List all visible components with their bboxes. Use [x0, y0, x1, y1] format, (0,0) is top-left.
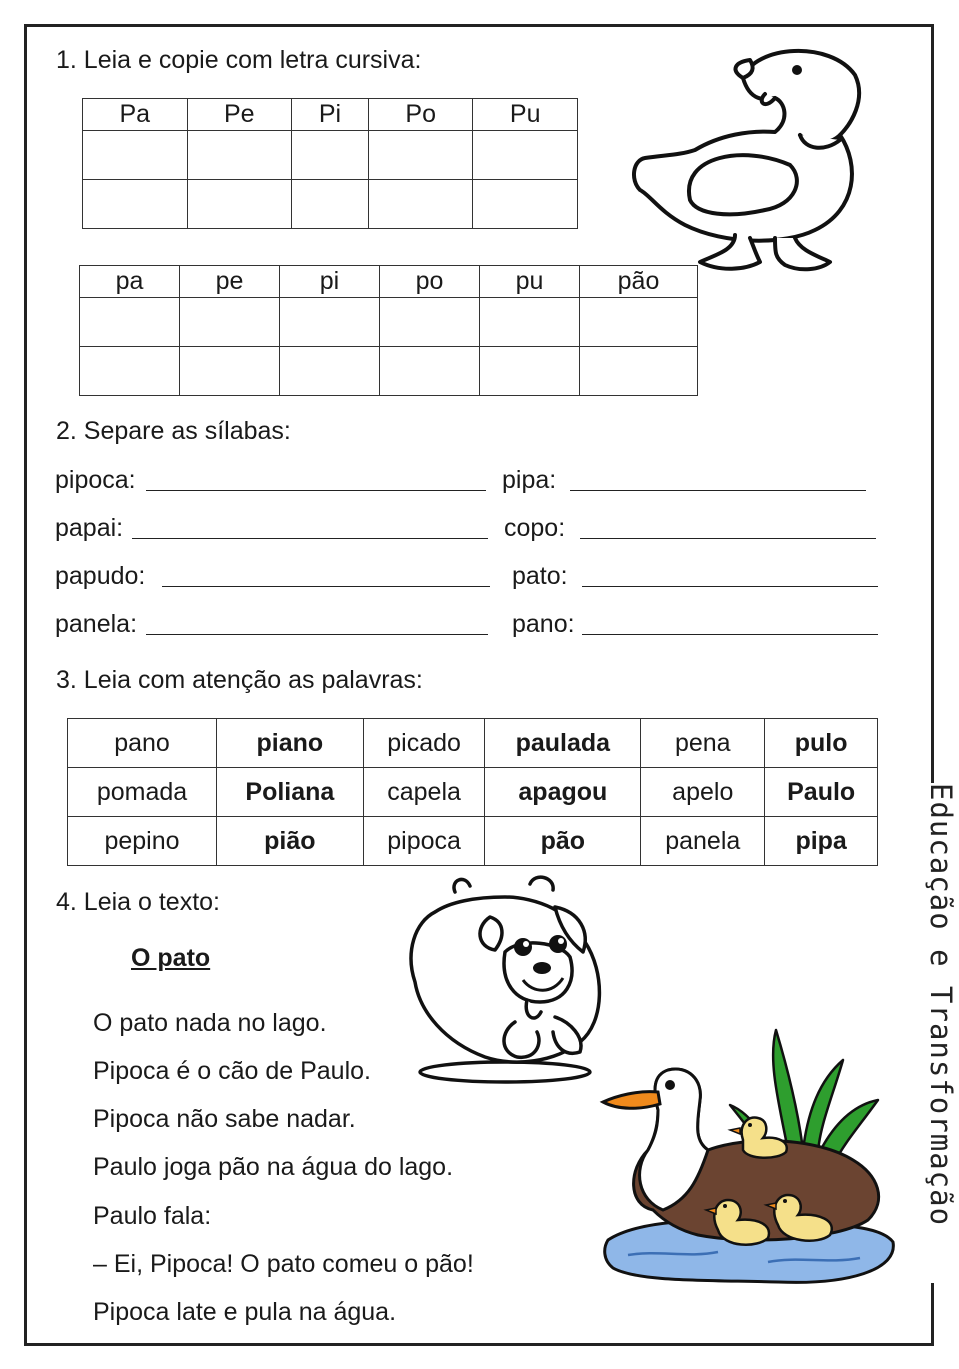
text-title: O pato: [131, 944, 211, 972]
word-cell: pepino: [68, 817, 217, 866]
word-cell: pião: [217, 817, 364, 866]
copy-cell[interactable]: [187, 180, 292, 229]
text-line: Paulo fala:: [93, 1202, 212, 1230]
copy-cell[interactable]: [280, 298, 380, 347]
puppy-icon: [405, 872, 610, 1084]
word-cell: capela: [363, 768, 485, 817]
answer-line[interactable]: [132, 538, 488, 539]
copy-cell[interactable]: [292, 180, 369, 229]
word-cell: piano: [217, 719, 364, 768]
copy-cell[interactable]: [480, 347, 580, 396]
copy-cell[interactable]: [580, 298, 698, 347]
copy-cell[interactable]: [368, 131, 473, 180]
copy-cell[interactable]: [80, 347, 180, 396]
syllable-header: po: [380, 266, 480, 298]
text-line: Pipoca é o cão de Paulo.: [93, 1057, 371, 1085]
copy-cell[interactable]: [368, 180, 473, 229]
word-cell: apagou: [485, 768, 641, 817]
word-cell: Poliana: [217, 768, 364, 817]
answer-line[interactable]: [582, 634, 878, 635]
copy-cell[interactable]: [473, 180, 578, 229]
text-line: Pipoca não sabe nadar.: [93, 1105, 356, 1133]
word-cell: picado: [363, 719, 485, 768]
copy-cell[interactable]: [83, 180, 188, 229]
word-cell: panela: [641, 817, 765, 866]
answer-line[interactable]: [162, 586, 490, 587]
word-label: pato:: [512, 562, 568, 590]
word-cell: pulo: [765, 719, 878, 768]
word-cell: pomada: [68, 768, 217, 817]
question-1-prompt: 1. Leia e copie com letra cursiva:: [56, 46, 422, 74]
copy-cell[interactable]: [80, 298, 180, 347]
question-3-prompt: 3. Leia com atenção as palavras:: [56, 666, 423, 694]
word-cell: apelo: [641, 768, 765, 817]
question-2-prompt: 2. Separe as sílabas:: [56, 417, 291, 445]
word-cell: pipa: [765, 817, 878, 866]
syllable-header: pi: [280, 266, 380, 298]
word-cell: pão: [485, 817, 641, 866]
duck-family-icon: [598, 1030, 898, 1290]
answer-line[interactable]: [582, 586, 878, 587]
answer-line[interactable]: [146, 490, 486, 491]
word-label: papai:: [55, 514, 124, 542]
copy-cell[interactable]: [480, 298, 580, 347]
text-line: Pipoca late e pula na água.: [93, 1298, 397, 1326]
syllable-header: pa: [80, 266, 180, 298]
word-label: copo:: [504, 514, 566, 542]
copy-cell[interactable]: [83, 131, 188, 180]
copy-cell[interactable]: [380, 347, 480, 396]
word-label: pano:: [512, 610, 575, 638]
text-line: – Ei, Pipoca! O pato comeu o pão!: [93, 1250, 474, 1278]
copy-cell[interactable]: [580, 347, 698, 396]
answer-line[interactable]: [580, 538, 876, 539]
side-watermark: Educação e Transformação: [918, 783, 958, 1283]
question-4-prompt: 4. Leia o texto:: [56, 888, 221, 916]
word-cell: pano: [68, 719, 217, 768]
word-cell: pipoca: [363, 817, 485, 866]
word-cell: pena: [641, 719, 765, 768]
syllable-header: pão: [580, 266, 698, 298]
word-label: pipoca:: [55, 466, 136, 494]
copy-cell[interactable]: [292, 131, 369, 180]
text-line: O pato nada no lago.: [93, 1009, 327, 1037]
syllable-header: pu: [480, 266, 580, 298]
copy-cell[interactable]: [473, 131, 578, 180]
word-label: pipa:: [502, 466, 557, 494]
text-line: Paulo joga pão na água do lago.: [93, 1153, 454, 1181]
word-cell: paulada: [485, 719, 641, 768]
syllable-header: Pe: [187, 99, 292, 131]
copy-cell[interactable]: [280, 347, 380, 396]
word-table: [67, 718, 878, 866]
copy-cell[interactable]: [180, 298, 280, 347]
copy-cell[interactable]: [380, 298, 480, 347]
syllable-header: Pa: [83, 99, 188, 131]
word-cell: Paulo: [765, 768, 878, 817]
uppercase-syllable-table: [82, 98, 578, 229]
syllable-header: Pi: [292, 99, 369, 131]
copy-cell[interactable]: [187, 131, 292, 180]
syllable-header: Po: [368, 99, 473, 131]
syllable-header: Pu: [473, 99, 578, 131]
word-label: panela:: [55, 610, 138, 638]
answer-line[interactable]: [570, 490, 866, 491]
syllable-header: pe: [180, 266, 280, 298]
copy-cell[interactable]: [180, 347, 280, 396]
duck-outline-icon: [625, 40, 865, 280]
answer-line[interactable]: [146, 634, 488, 635]
lowercase-syllable-table: [79, 265, 698, 396]
word-label: papudo:: [55, 562, 146, 590]
